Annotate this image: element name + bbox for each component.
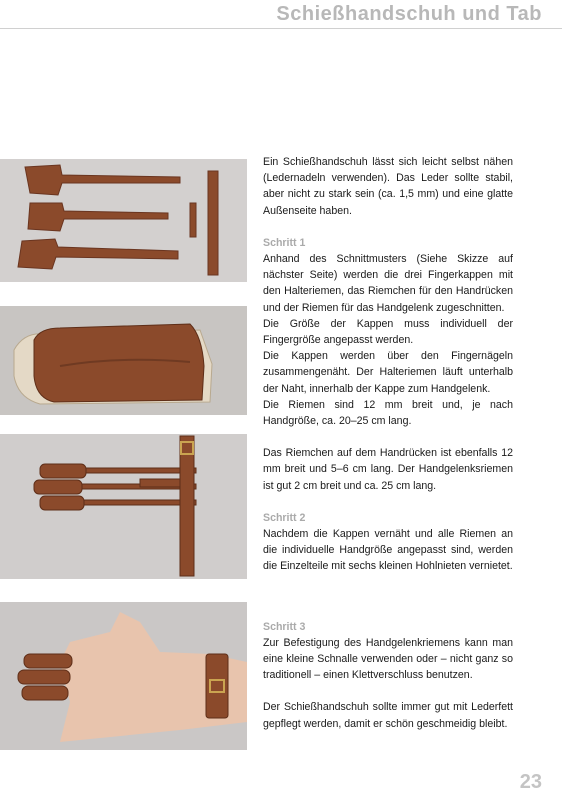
step1-paragraph-4: Die Riemen sind 12 mm breit und, je nach Handgröße, ca. 20–25 cm lang. — [263, 398, 513, 428]
step2-paragraph: Nachdem die Kappen vernäht und alle Riemen an die individuelle Handgröße angepasst sind, werden die Einzelteile mit sechs kleinen Hohlnieten vernietet. — [263, 528, 513, 573]
photo-cut-pieces — [0, 159, 247, 282]
photo-finished-glove — [0, 602, 247, 750]
step1-paragraph-1: Anhand des Schnittmusters (Siehe Skizze auf nächster Seite) werden die drei Fingerkappen mit den Halteriemen, das Riemchen für den Handrücken und der Riemen für das Handgelenk zugeschnitten. — [263, 253, 513, 314]
header-rule — [0, 28, 562, 29]
photo-finger-cap — [0, 306, 247, 415]
step3-paragraph-1: Zur Befestigung des Handgelenkriemens kann man eine kleine Schnalle verwenden oder – nicht ganz so traditionell – einen Klettverschluss benutzen. — [263, 636, 513, 682]
page-header — [0, 0, 562, 30]
body-text — [263, 154, 513, 732]
photo-assembled-parts — [0, 434, 247, 579]
step3-heading: Schritt 3 — [263, 620, 306, 633]
step2-heading: Schritt 2 — [263, 511, 306, 524]
step1-paragraph-2: Die Größe der Kappen muss individuell der Fingergröße angepasst werden. — [263, 317, 513, 347]
page-number: 23 — [519, 771, 542, 793]
step1-paragraph-5: Das Riemchen auf dem Handrücken ist ebenfalls 12 mm breit und 5–6 cm lang. Der Handgelenksriemen ist gut 2 cm breit und ca. 25 cm lang. — [263, 447, 513, 492]
step1-paragraph-3: Die Kappen werden über den Fingernägeln zusammengenäht. Der Halteriemen läuft unterhalb der Naht, innerhalb der Kappe zum Handgelenk. — [263, 350, 513, 395]
step1-heading: Schritt 1 — [263, 236, 306, 249]
step3-paragraph-2: Der Schießhandschuh sollte immer gut mit Lederfett gepflegt werden, damit er schön geschmeidig bleibt. — [263, 701, 513, 730]
intro-paragraph: Ein Schießhandschuh lässt sich leicht selbst nähen (Ledernadeln verwenden). Das Leder sollte stabil, aber nicht zu stark sein (ca. 1,5 mm) und eine glatte Außenseite haben. — [263, 156, 513, 217]
page-title: Schießhandschuh und Tab — [276, 3, 542, 25]
